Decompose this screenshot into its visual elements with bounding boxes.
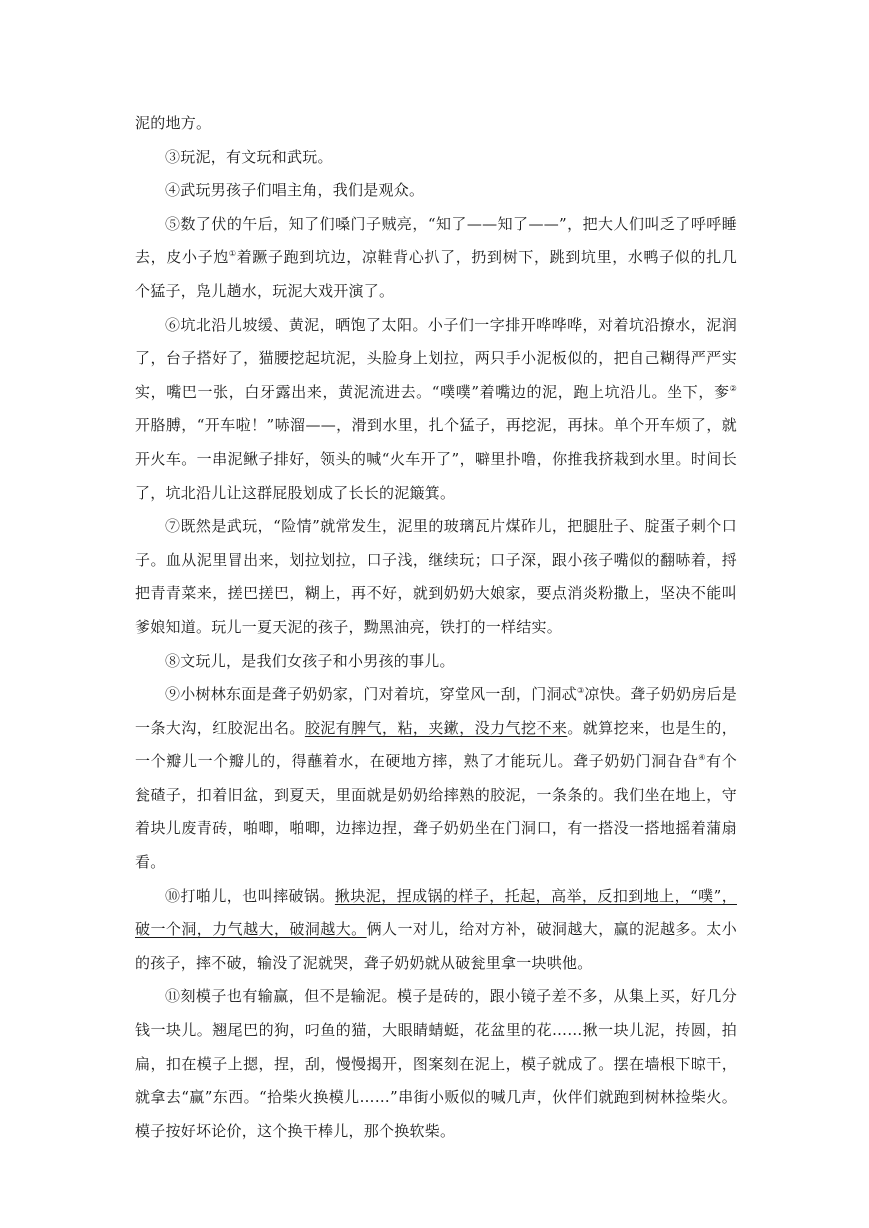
- paragraph-11: [135, 980, 737, 1148]
- text-segment: ⑤数了伏的午后，知了们嗓门子贼亮，“知了——知了——”，把大人们叫乏了呼呼睡去，皮小子尥: [135, 214, 737, 267]
- text-segment: 。就算挖来，也是生的，一个瓣儿一个瓣儿的，得蘸着水，在硬地方摔，熟了才能玩儿。聋子奶奶门洞旮旮: [135, 718, 737, 771]
- paragraph-3: [135, 141, 737, 175]
- text-segment: ⑨小树林东面是聋子奶奶家，门对着坑，穿堂风一刮，门洞忒: [165, 685, 577, 704]
- paragraph-6: [135, 309, 737, 511]
- text-segment: ⑦既然是武玩，“险情”就常发生，泥里的玻璃瓦片煤砟儿，把腿肚子、腚蛋子刺个口子。血从泥里冒出来，划拉划拉，口子浅，继续玩；口子深，跟小孩子嘴似的翻哧着，捋把青青菜来，搓巴搓巴，糊上，再不好，就到奶奶大娘家，要点消炎粉撒上，坚决不能叫爹娘知道。玩儿一夏天泥的孩子，黝黑油亮，铁打的一样结实。: [135, 517, 737, 636]
- paragraph-10: [135, 880, 737, 981]
- text-segment: ⑪刻模子也有输赢，但不是输泥。模子是砖的，跟小镜子差不多，从集上买，好几分钱一块儿。翘尾巴的狗，叼鱼的猫，大眼睛蜻蜓，花盆里的花……揪一块儿泥，抟圆，拍扁，扣在模子上摁，捏，刮，慢慢揭开，图案刻在泥上，模子就成了。摆在墙根下晾干，就拿去“赢”东西。“拾柴火换模儿……”串街小贩似的喊几声，伙伴们就跑到树林捡柴火。模子按好坏论价，这个换干棒儿，那个换软柴。: [135, 987, 737, 1140]
- article-body: [135, 107, 737, 1148]
- text-segment: ③玩泥，有文玩和武玩。: [165, 147, 333, 166]
- text-segment: ④武玩男孩子们唱主角，我们是观众。: [165, 181, 425, 200]
- text-segment: 凉快。聋子奶奶房后是一条大沟，红胶泥出名。: [135, 685, 737, 737]
- paragraph-8: [135, 645, 737, 679]
- paragraph-9: [135, 678, 737, 880]
- text-segment: 俩人一对儿，给对方补，破洞越大，赢的泥越多。太小的孩子，摔不破，输没了泥就哭，聋子奶奶就从破瓮里拿一块哄他。: [135, 920, 737, 972]
- paragraph-5: [135, 208, 737, 309]
- text-segment: ⑥坑北沿儿坡缓、黄泥，晒饱了太阳。小子们一字排开哗哗哗，对着坑沿撩水，泥润了，台子搭好了，猫腰挖起坑泥，头脸身上划拉，两只手小泥板似的，把自己糊得严严实实，嘴巴一张，白牙露出来，黄泥流进去。“噗噗”着嘴边的泥，跑上坑沿儿。坐下，奓: [135, 315, 737, 401]
- underlined-sentence: 胶泥有脾气，粘，夹鏉，没力气挖不来: [304, 718, 568, 737]
- footnote-marker: ①: [228, 249, 237, 259]
- paragraph-7: [135, 510, 737, 644]
- text-segment: 泥的地方。: [135, 114, 212, 132]
- footnote-marker: ③: [576, 686, 585, 696]
- paragraph-4: [135, 174, 737, 208]
- paragraph-continuation: [135, 107, 737, 141]
- footnote-marker: ④: [698, 753, 707, 763]
- text-segment: ⑧文玩儿，是我们女孩子和小男孩的事儿。: [165, 651, 455, 670]
- underlined-sentence: 揪块泥，捏成锅的样子，托起，高举，反扣到地上，“噗”，破一个洞，力气越大，破洞越大。: [135, 886, 737, 939]
- text-segment: 着蹶子跑到坑边，凉鞋背心扒了，扔到树下，跳到坑里，水鸭子似的扎几个猛子，凫儿趟水，玩泥大戏开演了。: [135, 248, 737, 300]
- footnote-marker: ②: [729, 383, 737, 393]
- text-segment: 开胳膊，“开车啦！”哧溜——，滑到水里，扎个猛子，再挖泥，再抹。单个开车烦了，就开火车。一串泥鳅子排好，领头的喊“火车开了”，噼里扑噜，你推我挤栽到水里。时间长了，坑北沿儿让这群屁股划成了长长的泥簸箕。: [135, 416, 737, 502]
- text-segment: ⑩打啪儿，也叫摔破锅。: [165, 886, 335, 905]
- text-segment: 有个瓮碴子，扣着旧盆，到夏天，里面就是奶奶给摔熟的胶泥，一条条的。我们坐在地上，守着块儿废青砖，啪唧，啪唧，边摔边捏，聋子奶奶坐在门洞口，有一搭没一搭地摇着蒲扇看。: [135, 752, 737, 872]
